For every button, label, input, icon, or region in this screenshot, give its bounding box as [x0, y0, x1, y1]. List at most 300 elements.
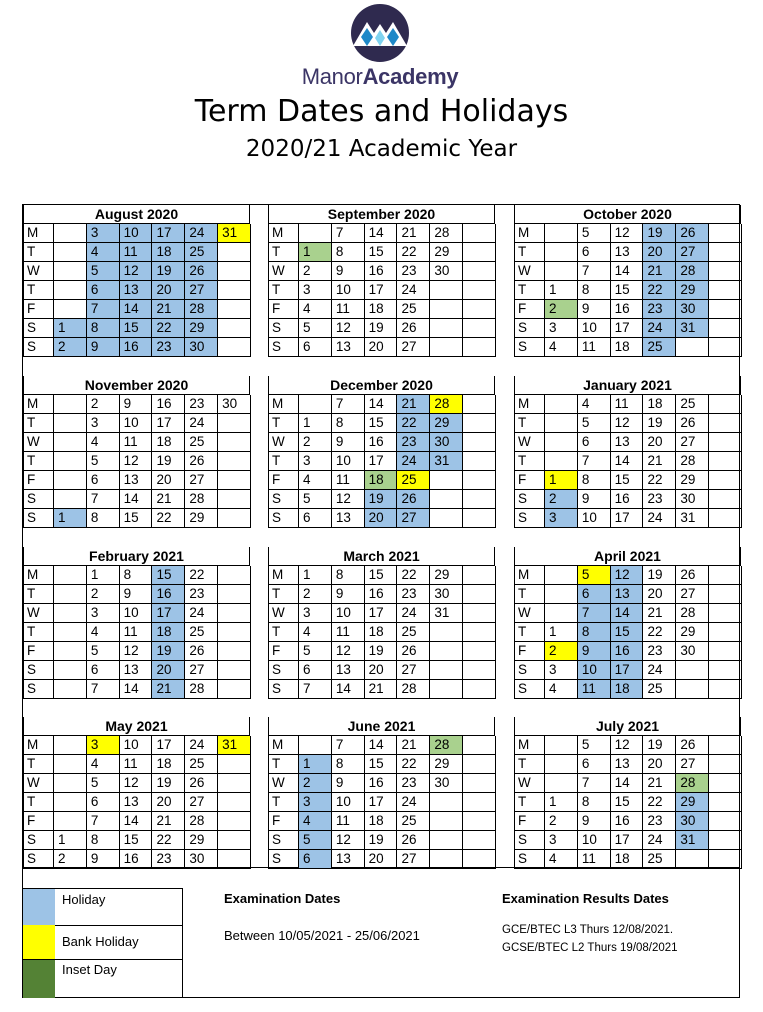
- date-cell: [430, 793, 463, 812]
- date-cell: 5: [578, 566, 611, 585]
- date-cell: 21: [365, 680, 398, 699]
- date-cell: 11: [120, 243, 153, 262]
- date-cell: [54, 452, 87, 471]
- legend-section: [22, 868, 740, 998]
- date-cell: 12: [611, 566, 644, 585]
- date-cell: 3: [299, 793, 332, 812]
- date-cell: 24: [185, 736, 218, 755]
- date-cell: 20: [152, 281, 185, 300]
- date-cell: 28: [430, 736, 463, 755]
- weekday-label: S: [515, 831, 545, 850]
- date-cell: 30: [185, 338, 218, 357]
- date-cell: [463, 774, 496, 793]
- date-cell: 3: [299, 452, 332, 471]
- month-title: May 2021: [23, 717, 250, 736]
- weekday-label: W: [515, 262, 545, 281]
- date-cell: 7: [578, 452, 611, 471]
- date-cell: 31: [676, 319, 709, 338]
- weekday-label: T: [24, 243, 54, 262]
- weekday-label: W: [269, 262, 299, 281]
- date-cell: 22: [185, 566, 218, 585]
- date-cell: 28: [185, 812, 218, 831]
- date-cell: 29: [430, 414, 463, 433]
- date-cell: [430, 661, 463, 680]
- date-cell: [463, 471, 496, 490]
- month-days-grid: [514, 566, 741, 699]
- date-cell: [709, 281, 742, 300]
- date-cell: 28: [676, 262, 709, 281]
- weekday-label: F: [269, 471, 299, 490]
- date-cell: [218, 661, 251, 680]
- weekday-label: T: [269, 585, 299, 604]
- date-cell: 19: [643, 566, 676, 585]
- date-cell: [218, 509, 251, 528]
- date-cell: [218, 566, 251, 585]
- date-cell: [430, 319, 463, 338]
- date-cell: 12: [611, 736, 644, 755]
- date-cell: 25: [185, 755, 218, 774]
- date-cell: 17: [365, 452, 398, 471]
- date-cell: 16: [365, 774, 398, 793]
- date-cell: [218, 338, 251, 357]
- date-cell: [463, 300, 496, 319]
- date-cell: [218, 452, 251, 471]
- date-cell: 22: [643, 281, 676, 300]
- date-cell: 21: [152, 490, 185, 509]
- date-cell: 24: [643, 661, 676, 680]
- date-cell: 10: [120, 414, 153, 433]
- date-cell: 26: [676, 414, 709, 433]
- date-cell: [218, 243, 251, 262]
- date-cell: [709, 433, 742, 452]
- date-cell: 6: [578, 755, 611, 774]
- date-cell: 6: [299, 661, 332, 680]
- date-cell: [430, 338, 463, 357]
- month-block: [268, 205, 495, 360]
- date-cell: 20: [365, 850, 398, 869]
- date-cell: 28: [397, 680, 430, 699]
- date-cell: [463, 831, 496, 850]
- date-cell: [545, 585, 578, 604]
- date-cell: [463, 262, 496, 281]
- date-cell: 30: [676, 490, 709, 509]
- date-cell: 12: [332, 831, 365, 850]
- date-cell: 8: [578, 281, 611, 300]
- date-cell: 26: [676, 224, 709, 243]
- date-cell: 22: [643, 793, 676, 812]
- date-cell: 27: [185, 793, 218, 812]
- date-cell: 4: [87, 433, 120, 452]
- date-cell: [218, 793, 251, 812]
- weekday-label: S: [269, 490, 299, 509]
- date-cell: 23: [643, 490, 676, 509]
- date-cell: 10: [578, 319, 611, 338]
- date-cell: 26: [185, 262, 218, 281]
- month-days-grid: [268, 736, 495, 869]
- date-cell: 11: [332, 300, 365, 319]
- date-cell: 20: [365, 509, 398, 528]
- date-cell: 20: [152, 793, 185, 812]
- date-cell: 4: [545, 680, 578, 699]
- date-cell: 25: [185, 243, 218, 262]
- date-cell: [545, 604, 578, 623]
- month-days-grid: [23, 395, 250, 528]
- date-cell: 4: [299, 812, 332, 831]
- date-cell: 21: [643, 604, 676, 623]
- date-cell: [218, 319, 251, 338]
- date-cell: 9: [332, 585, 365, 604]
- date-cell: 4: [299, 623, 332, 642]
- weekday-label: F: [269, 642, 299, 661]
- date-cell: 29: [185, 319, 218, 338]
- weekday-label: M: [269, 395, 299, 414]
- date-cell: 7: [87, 490, 120, 509]
- date-cell: [709, 338, 742, 357]
- weekday-label: S: [515, 338, 545, 357]
- date-cell: [54, 395, 87, 414]
- date-cell: 25: [397, 623, 430, 642]
- date-cell: [463, 812, 496, 831]
- date-cell: 24: [643, 319, 676, 338]
- date-cell: 30: [430, 585, 463, 604]
- date-cell: 16: [120, 338, 153, 357]
- date-cell: [463, 414, 496, 433]
- date-cell: [54, 566, 87, 585]
- date-cell: [709, 490, 742, 509]
- weekday-label: S: [269, 319, 299, 338]
- date-cell: 1: [299, 243, 332, 262]
- date-cell: 27: [185, 661, 218, 680]
- date-cell: 17: [365, 281, 398, 300]
- weekday-label: S: [515, 509, 545, 528]
- date-cell: [218, 414, 251, 433]
- date-cell: 1: [545, 623, 578, 642]
- date-cell: 4: [299, 300, 332, 319]
- date-cell: 26: [397, 831, 430, 850]
- date-cell: 13: [611, 243, 644, 262]
- date-cell: 18: [611, 850, 644, 869]
- date-cell: [54, 243, 87, 262]
- date-cell: [709, 850, 742, 869]
- date-cell: [54, 623, 87, 642]
- date-cell: [54, 262, 87, 281]
- date-cell: [545, 736, 578, 755]
- date-cell: 25: [397, 471, 430, 490]
- inset-day-swatch: [23, 960, 55, 998]
- date-cell: 15: [120, 509, 153, 528]
- month-title: March 2021: [268, 547, 495, 566]
- date-cell: 29: [430, 243, 463, 262]
- date-cell: 17: [611, 509, 644, 528]
- weekday-label: F: [269, 812, 299, 831]
- date-cell: 19: [152, 452, 185, 471]
- date-cell: 23: [643, 642, 676, 661]
- weekday-label: T: [24, 452, 54, 471]
- date-cell: 13: [332, 509, 365, 528]
- weekday-label: M: [24, 224, 54, 243]
- date-cell: 7: [87, 300, 120, 319]
- date-cell: 30: [185, 850, 218, 869]
- date-cell: 6: [578, 585, 611, 604]
- date-cell: [463, 395, 496, 414]
- date-cell: [430, 680, 463, 699]
- date-cell: [676, 661, 709, 680]
- date-cell: 15: [365, 566, 398, 585]
- date-cell: 3: [87, 224, 120, 243]
- date-cell: 27: [185, 281, 218, 300]
- date-cell: [54, 414, 87, 433]
- weekday-label: F: [515, 471, 545, 490]
- mountain-logo-icon: [345, 2, 415, 64]
- date-cell: [709, 566, 742, 585]
- date-cell: 9: [332, 262, 365, 281]
- date-cell: 15: [120, 319, 153, 338]
- weekday-label: T: [269, 793, 299, 812]
- date-cell: [54, 642, 87, 661]
- date-cell: 24: [397, 452, 430, 471]
- exam-dates-heading: Examination Dates: [224, 891, 341, 906]
- date-cell: 27: [185, 471, 218, 490]
- weekday-label: S: [24, 831, 54, 850]
- date-cell: [463, 623, 496, 642]
- month-days-grid: [268, 224, 495, 357]
- date-cell: 19: [152, 642, 185, 661]
- date-cell: 2: [545, 490, 578, 509]
- date-cell: 20: [643, 755, 676, 774]
- date-cell: 27: [397, 509, 430, 528]
- date-cell: 12: [120, 774, 153, 793]
- date-cell: 10: [332, 452, 365, 471]
- date-cell: 20: [152, 471, 185, 490]
- date-cell: 16: [611, 300, 644, 319]
- month-block: [23, 547, 250, 702]
- date-cell: 6: [87, 281, 120, 300]
- month-title: August 2020: [23, 205, 250, 224]
- date-cell: 23: [152, 850, 185, 869]
- date-cell: 9: [120, 585, 153, 604]
- date-cell: 5: [299, 490, 332, 509]
- date-cell: 16: [365, 262, 398, 281]
- date-cell: 1: [299, 755, 332, 774]
- date-cell: [463, 680, 496, 699]
- date-cell: [545, 755, 578, 774]
- date-cell: [218, 642, 251, 661]
- weekday-label: M: [269, 736, 299, 755]
- date-cell: 21: [152, 300, 185, 319]
- date-cell: 23: [152, 338, 185, 357]
- date-cell: 19: [365, 642, 398, 661]
- month-block: [514, 376, 741, 531]
- date-cell: 8: [87, 509, 120, 528]
- date-cell: 11: [332, 812, 365, 831]
- date-cell: 21: [152, 812, 185, 831]
- date-cell: 8: [120, 566, 153, 585]
- date-cell: [709, 224, 742, 243]
- date-cell: 3: [545, 661, 578, 680]
- date-cell: 11: [332, 471, 365, 490]
- date-cell: [709, 642, 742, 661]
- date-cell: 21: [397, 736, 430, 755]
- date-cell: [709, 414, 742, 433]
- date-cell: 23: [397, 585, 430, 604]
- date-cell: 20: [365, 661, 398, 680]
- date-cell: [463, 490, 496, 509]
- bank-holiday-swatch: [23, 925, 55, 959]
- date-cell: 26: [676, 566, 709, 585]
- date-cell: 5: [299, 642, 332, 661]
- date-cell: [463, 755, 496, 774]
- date-cell: 22: [152, 509, 185, 528]
- date-cell: 12: [332, 490, 365, 509]
- date-cell: [463, 509, 496, 528]
- date-cell: 22: [397, 243, 430, 262]
- date-cell: [545, 414, 578, 433]
- weekday-label: S: [269, 661, 299, 680]
- date-cell: 4: [87, 623, 120, 642]
- month-title: January 2021: [514, 376, 741, 395]
- month-title: February 2021: [23, 547, 250, 566]
- date-cell: 23: [643, 300, 676, 319]
- weekday-label: W: [269, 604, 299, 623]
- weekday-label: M: [515, 566, 545, 585]
- date-cell: [430, 850, 463, 869]
- weekday-label: T: [515, 243, 545, 262]
- date-cell: 8: [332, 566, 365, 585]
- weekday-label: S: [24, 509, 54, 528]
- date-cell: 22: [643, 471, 676, 490]
- date-cell: 13: [611, 585, 644, 604]
- date-cell: 11: [578, 338, 611, 357]
- school-logo: [290, 2, 470, 92]
- date-cell: 6: [299, 850, 332, 869]
- date-cell: 8: [578, 623, 611, 642]
- date-cell: 17: [152, 414, 185, 433]
- date-cell: 18: [152, 243, 185, 262]
- date-cell: [54, 812, 87, 831]
- date-cell: 4: [299, 471, 332, 490]
- date-cell: 8: [332, 414, 365, 433]
- date-cell: 8: [332, 243, 365, 262]
- month-days-grid: [23, 736, 250, 869]
- date-cell: 13: [611, 755, 644, 774]
- date-cell: 16: [152, 395, 185, 414]
- date-cell: 13: [611, 433, 644, 452]
- weekday-label: W: [24, 774, 54, 793]
- date-cell: [54, 471, 87, 490]
- month-days-grid: [23, 224, 250, 357]
- date-cell: [218, 831, 251, 850]
- date-cell: 5: [87, 452, 120, 471]
- date-cell: [463, 452, 496, 471]
- date-cell: 12: [332, 642, 365, 661]
- weekday-label: S: [515, 490, 545, 509]
- date-cell: 21: [643, 262, 676, 281]
- weekday-label: T: [515, 755, 545, 774]
- date-cell: [218, 774, 251, 793]
- date-cell: 25: [676, 395, 709, 414]
- weekday-label: W: [515, 433, 545, 452]
- date-cell: 24: [185, 224, 218, 243]
- date-cell: 25: [643, 338, 676, 357]
- month-block: [514, 205, 741, 360]
- weekday-label: F: [269, 300, 299, 319]
- date-cell: 19: [152, 774, 185, 793]
- holiday-swatch: [23, 889, 55, 925]
- date-cell: [218, 281, 251, 300]
- date-cell: 30: [218, 395, 251, 414]
- date-cell: [709, 661, 742, 680]
- date-cell: [709, 300, 742, 319]
- date-cell: 10: [332, 793, 365, 812]
- weekday-label: T: [515, 585, 545, 604]
- date-cell: 29: [185, 831, 218, 850]
- date-cell: 29: [676, 281, 709, 300]
- weekday-label: M: [24, 736, 54, 755]
- legend-bank-holiday-label: Bank Holiday: [62, 934, 139, 949]
- weekday-label: T: [269, 452, 299, 471]
- date-cell: 24: [185, 414, 218, 433]
- date-cell: 13: [120, 793, 153, 812]
- date-cell: 6: [299, 338, 332, 357]
- weekday-label: T: [515, 414, 545, 433]
- month-block: [268, 717, 495, 872]
- date-cell: [676, 338, 709, 357]
- date-cell: [709, 243, 742, 262]
- date-cell: 25: [643, 680, 676, 699]
- date-cell: [709, 793, 742, 812]
- weekday-label: F: [24, 642, 54, 661]
- date-cell: 26: [397, 319, 430, 338]
- date-cell: 1: [54, 509, 87, 528]
- date-cell: 3: [299, 604, 332, 623]
- date-cell: [430, 300, 463, 319]
- date-cell: [709, 509, 742, 528]
- date-cell: [430, 831, 463, 850]
- date-cell: 10: [120, 604, 153, 623]
- weekday-label: T: [24, 623, 54, 642]
- date-cell: [463, 850, 496, 869]
- date-cell: 7: [578, 774, 611, 793]
- date-cell: 13: [120, 661, 153, 680]
- date-cell: 20: [643, 585, 676, 604]
- date-cell: 10: [332, 604, 365, 623]
- date-cell: 31: [218, 224, 251, 243]
- date-cell: 7: [332, 395, 365, 414]
- month-days-grid: [268, 395, 495, 528]
- date-cell: 12: [120, 262, 153, 281]
- month-title: September 2020: [268, 205, 495, 224]
- date-cell: [218, 850, 251, 869]
- results-dates-heading: Examination Results Dates: [502, 891, 669, 906]
- date-cell: 22: [397, 566, 430, 585]
- date-cell: [218, 623, 251, 642]
- date-cell: 3: [545, 319, 578, 338]
- date-cell: [709, 395, 742, 414]
- date-cell: 19: [365, 490, 398, 509]
- date-cell: 27: [676, 433, 709, 452]
- date-cell: 5: [578, 736, 611, 755]
- date-cell: 29: [430, 755, 463, 774]
- date-cell: 12: [332, 319, 365, 338]
- date-cell: [463, 243, 496, 262]
- date-cell: 15: [120, 831, 153, 850]
- date-cell: 19: [643, 736, 676, 755]
- date-cell: [430, 509, 463, 528]
- date-cell: 4: [87, 243, 120, 262]
- date-cell: [430, 281, 463, 300]
- date-cell: 18: [152, 433, 185, 452]
- legend-holiday: [23, 888, 183, 926]
